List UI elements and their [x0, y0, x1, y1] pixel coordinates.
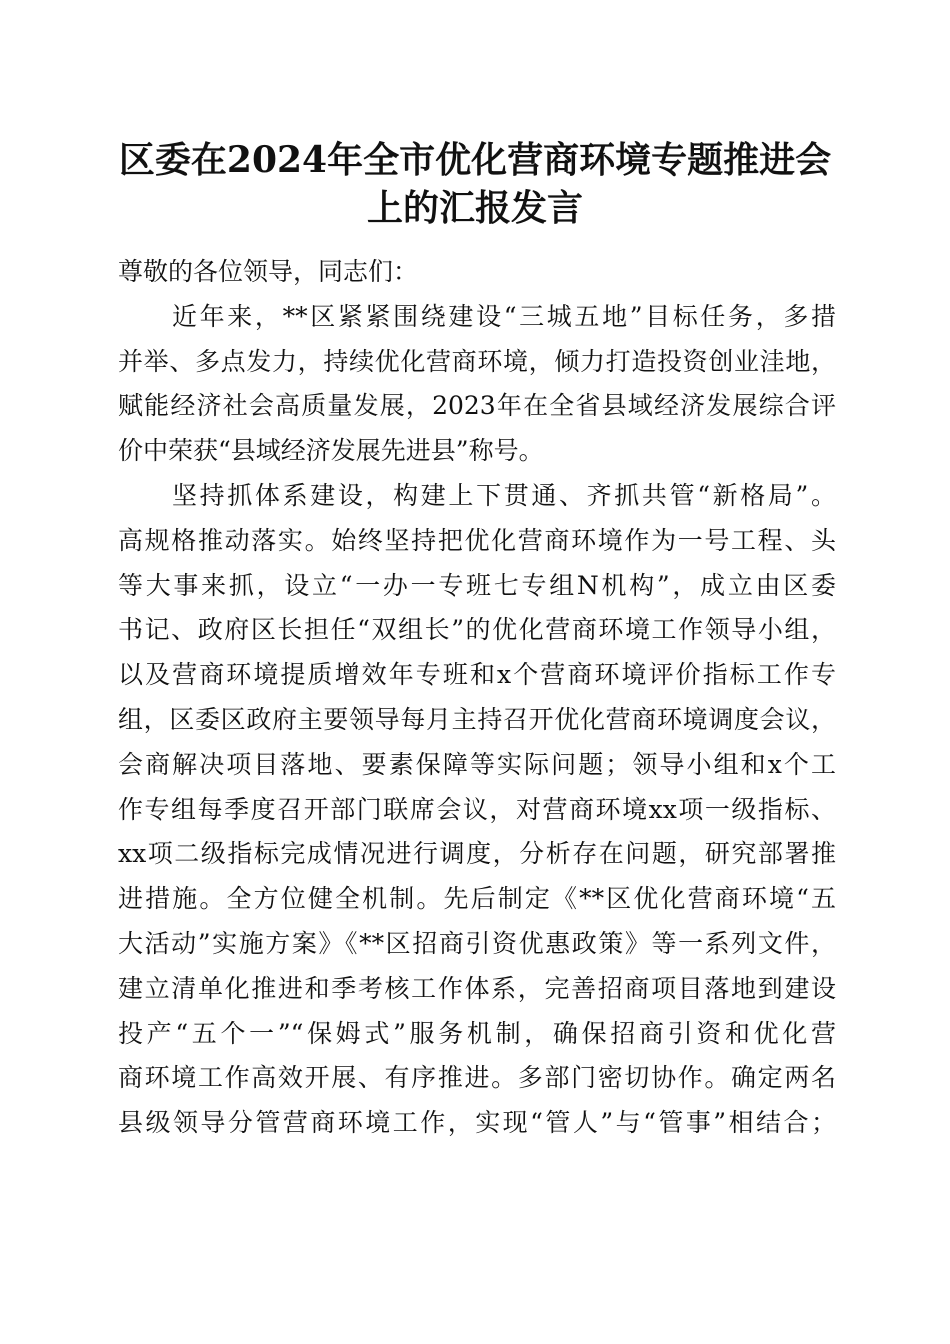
document-title-line-2: 上的汇报发言 — [366, 187, 583, 229]
paragraph-line: 大活动”实施方案》《**区招商引资优惠政策》等一系列文件， — [118, 928, 836, 958]
paragraph-line: 书记、政府区长担任“双组长”的优化营商环境工作领导小组， — [118, 615, 836, 645]
paragraph-line: 坚持抓体系建设，构建上下贯通、齐抓共管“新格局”。 — [172, 480, 836, 510]
paragraph-line: 近年来，**区紧紧围绕建设“三城五地”目标任务，多措 — [172, 301, 836, 331]
paragraph-line: 等大事来抓，设立“一办一专班七专组N机构”，成立由区委 — [118, 570, 836, 600]
paragraph-line: 作专组每季度召开部门联席会议，对营商环境xx项一级指标、 — [118, 794, 836, 824]
paragraph-line: 会商解决项目落地、要素保障等实际问题；领导小组和x个工 — [118, 749, 836, 779]
paragraph — [118, 295, 836, 474]
paragraph-line: 并举、多点发力，持续优化营商环境，倾力打造投资创业洼地， — [118, 346, 836, 376]
paragraph-line: 高规格推动落实。始终坚持把优化营商环境作为一号工程、头 — [118, 525, 836, 555]
paragraph-line: 投产“五个一”“保姆式”服务机制，确保招商引资和优化营 — [118, 1018, 836, 1048]
paragraph-line: 县级领导分管营商环境工作，实现“管人”与“管事”相结合； — [118, 1108, 836, 1138]
paragraph-line: 进措施。全方位健全机制。先后制定《**区优化营商环境“五 — [118, 884, 836, 914]
paragraphs — [118, 295, 836, 1146]
document-title-line-1: 区委在2024年全市优化营商环境专题推进会 — [118, 139, 832, 181]
document-body — [118, 250, 836, 1146]
paragraph — [118, 474, 836, 1146]
paragraph-line: 组，区委区政府主要领导每月主持召开优化营商环境调度会议， — [118, 704, 836, 734]
paragraph-line: 商环境工作高效开展、有序推进。多部门密切协作。确定两名 — [118, 1063, 836, 1093]
paragraph-line: xx项二级指标完成情况进行调度，分析存在问题，研究部署推 — [118, 839, 836, 869]
greeting: 尊敬的各位领导，同志们： — [118, 257, 419, 286]
paragraph-line: 建立清单化推进和季考核工作体系，完善招商项目落地到建设 — [118, 973, 836, 1003]
paragraph-line: 价中荣获“县域经济发展先进县”称号。 — [118, 436, 544, 466]
paragraph-line: 赋能经济社会高质量发展，2023年在全省县域经济发展综合评 — [118, 391, 836, 421]
paragraph-line: 以及营商环境提质增效年专班和x个营商环境评价指标工作专 — [118, 660, 836, 690]
